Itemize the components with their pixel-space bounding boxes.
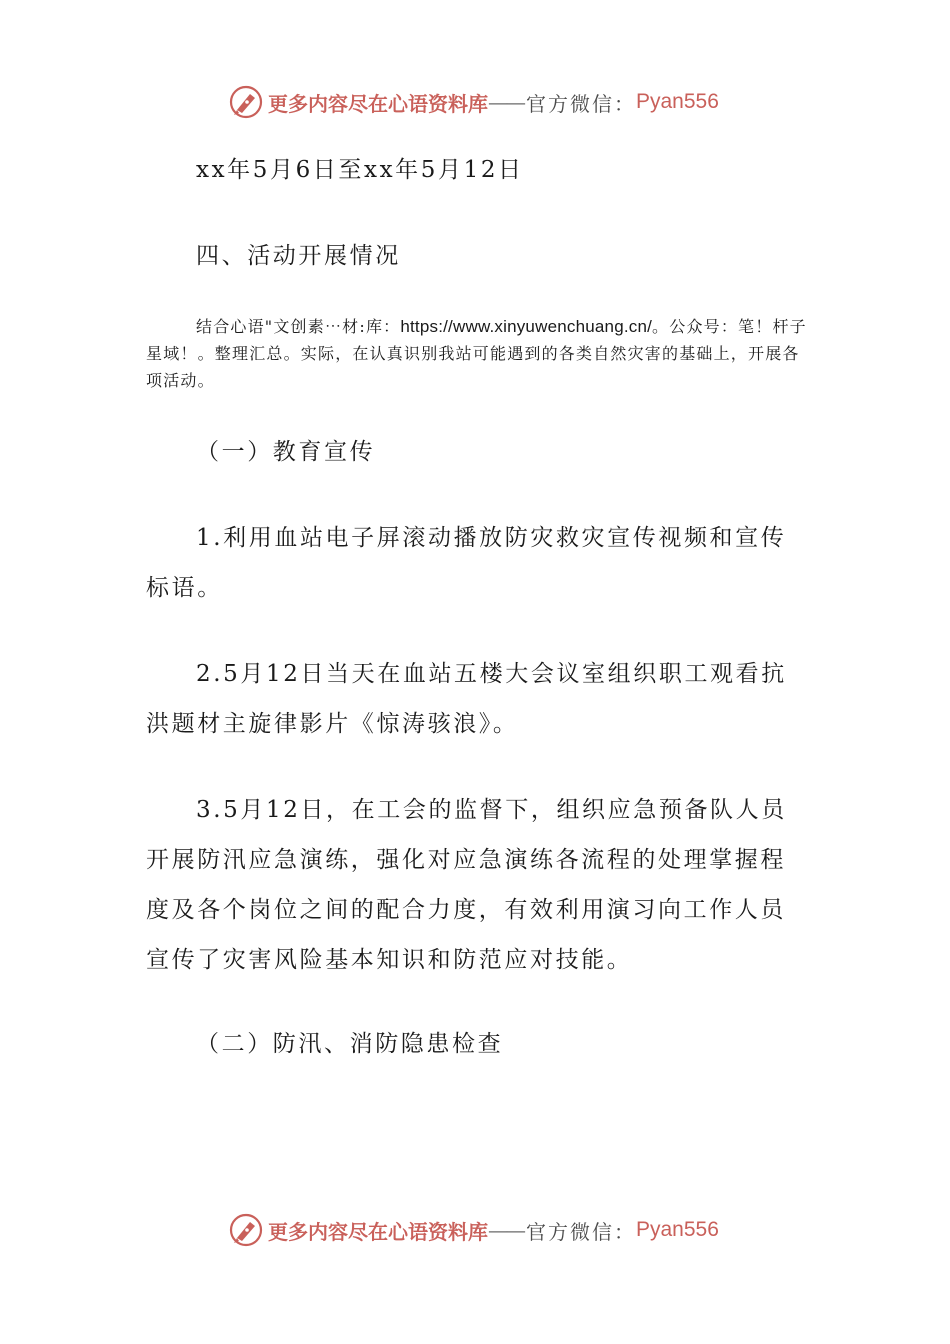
- list-item-2: 2.5月12日当天在血站五楼大会议室组织职工观看抗洪题材主旋律影片《惊涛骇浪》。: [146, 661, 787, 737]
- list-item-3: 3.5月12日，在工会的监督下，组织应急预备队人员开展防汛应急演练，强化对应急演练各流程的处理掌握程度及各个岗位之间的配合力度，有效利用演习向工作人员宣传了灾害风险基本知识和防范应对技能。: [146, 797, 787, 973]
- watermark-wechat-id: Pyan556: [636, 1218, 719, 1241]
- section-title: 四、活动开展情况: [196, 243, 401, 269]
- watermark-dash: ——: [488, 1218, 524, 1242]
- subsection-title-2: （二）防汛、消防隐患检查: [196, 1031, 504, 1057]
- watermark-wechat-id: Pyan556: [636, 90, 719, 113]
- watermark-brand: 更多内容尽在心语资料库: [268, 1219, 488, 1244]
- intro-paragraph: [146, 313, 816, 394]
- page-header-watermark: [228, 82, 719, 122]
- intro-url: https://www.xinyuwenchuang.cn/: [400, 317, 653, 336]
- subsection-title-1: （一）教育宣传: [196, 439, 376, 465]
- intro-text-post: 。公众号：笔！杆子星域！。整理汇总。实际，在认真识别我站可能遇到的各类自然灾害的基础上，开展各项活动。: [146, 317, 807, 390]
- intro-text-pre: 结合心语"文创素⋯材:库：: [196, 317, 401, 336]
- watermark-official-label: 官方微信：: [526, 1219, 636, 1244]
- watermark-brand: 更多内容尽在心语资料库: [268, 91, 488, 116]
- list-item-1: 1.利用血站电子屏滚动播放防灾救灾宣传视频和宣传标语。: [146, 525, 787, 601]
- page-footer-watermark: [228, 1210, 719, 1250]
- watermark-dash: ——: [488, 90, 524, 114]
- pen-nib-icon: [228, 84, 264, 120]
- watermark-official-label: 官方微信：: [526, 91, 636, 116]
- pen-nib-icon: [228, 1212, 264, 1248]
- date-range: xx年5月6日至xx年5月12日: [196, 157, 524, 183]
